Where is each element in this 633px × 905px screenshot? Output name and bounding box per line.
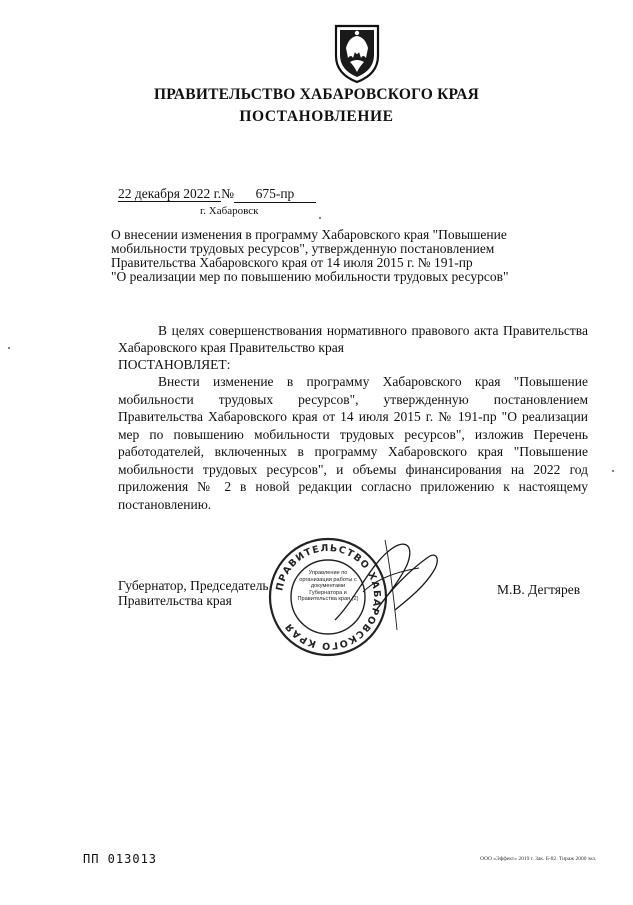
document-type-title: ПОСТАНОВЛЕНИЕ — [239, 108, 394, 125]
serial-number: ПП 013013 — [83, 852, 158, 866]
subject-line-2: мобильности трудовых ресурсов", утвержденную постановлением — [111, 241, 495, 256]
preamble-paragraph: В целях совершенствования нормативного правового акта Правительства Хабаровского края Правительство края — [118, 323, 588, 355]
subject-line-4: "О реализации мер по повышению мобильности трудовых ресурсов" — [111, 269, 509, 284]
date-number-line — [118, 186, 316, 203]
document-number: 675-пр — [234, 186, 316, 203]
stamp-ring-text: ПРАВИТЕЛЬСТВО ХАБАРОВСКОГО КРАЯ — [274, 542, 383, 652]
subject-line-3: Правительства Хабаровского края от 14 июля 2015 г. № 191-пр — [111, 255, 473, 270]
government-title: ПРАВИТЕЛЬСТВО ХАБАРОВСКОГО КРАЯ — [153, 86, 480, 103]
scan-speck — [612, 470, 614, 472]
signatory-title-line-2: Правительства края — [118, 593, 232, 608]
document-subject — [111, 228, 586, 284]
number-label: № — [221, 186, 234, 201]
signatory-title-line-1: Губернатор, Председатель — [118, 578, 269, 593]
scan-speck — [8, 347, 10, 349]
signatory-title — [118, 578, 269, 608]
scan-speck — [319, 217, 321, 219]
coat-of-arms-icon — [330, 22, 384, 84]
subject-line-1: О внесении изменения в программу Хабаровского края "Повышение — [111, 227, 507, 242]
stamp-center-text: Управление по организации работы с документами Губернатора и Правительства края (2) — [297, 570, 359, 603]
city-label: г. Хабаровск — [200, 205, 259, 217]
resolution-paragraph: Внести изменение в программу Хабаровского края "Повышение мобильности трудовых ресурсов", утвержденную постановлением Правительства Хабаровского края от 14 июля 2015 г. № 191-пр "О реализации мер по повышению мобильности трудовых ресурсов", изложив Перечень работодателей, включенных в программу Хабаровского края "Повышение мобильности трудовых ресурсов", и объемы финансирования на 2022 год приложения № 2 в новой редакции согласно приложению к настоящему постановлению. — [118, 374, 588, 512]
print-imprint: ООО «Эффект» 2019 г. Зак. Б-82. Тираж 2000 экз. — [480, 856, 597, 862]
decree-word: ПОСТАНОВЛЯЕТ: — [118, 357, 231, 372]
handwritten-signature — [315, 520, 455, 650]
signatory-name: М.В. Дегтярев — [497, 582, 581, 597]
document-date: 22 декабря 2022 г. — [118, 186, 222, 201]
